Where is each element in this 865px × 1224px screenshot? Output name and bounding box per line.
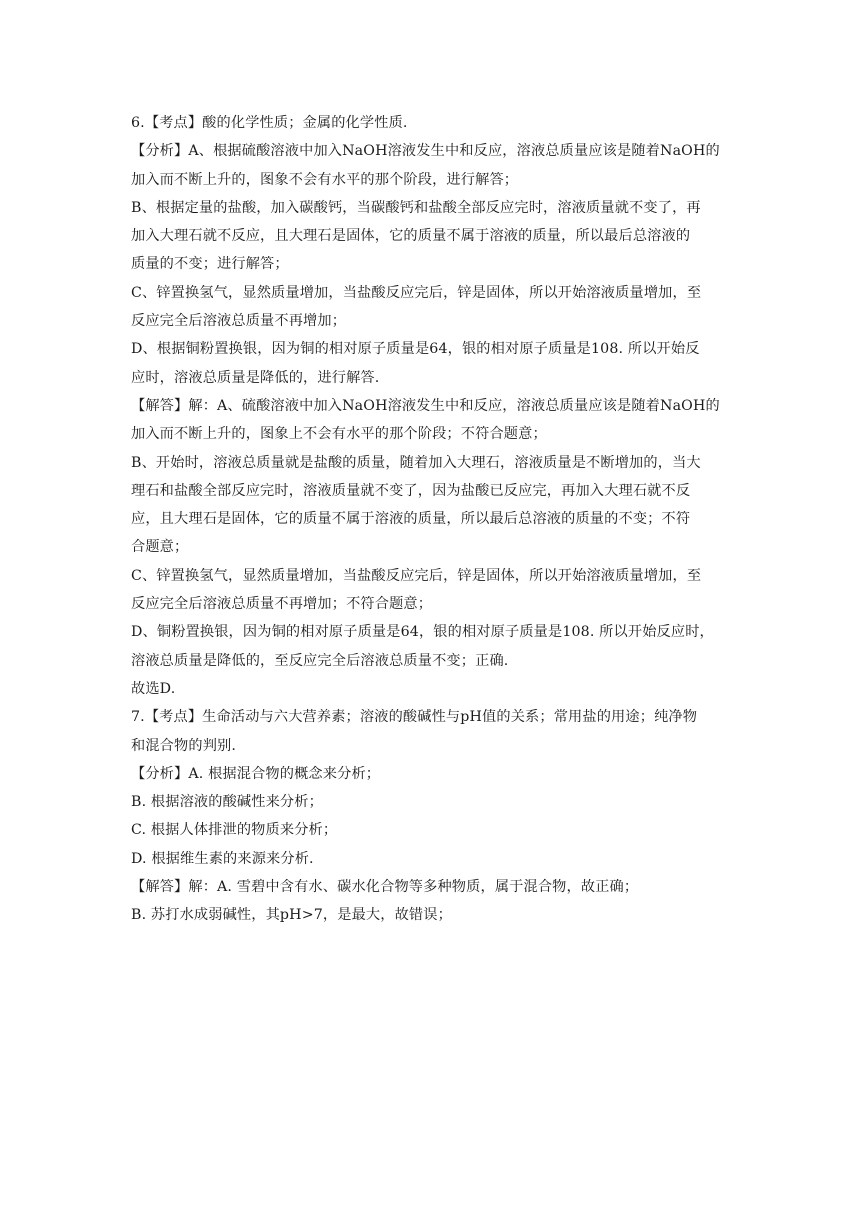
text-line: 加入而不断上升的，图象上不会有水平的那个阶段；不符合题意； xyxy=(131,426,547,443)
text-line: D、铜粉置换银，因为铜的相对原子质量是64，银的相对原子质量是108. 所以开始反应时， xyxy=(131,624,714,641)
text-line: 理石和盐酸全部反应完时，溶液质量就不变了，因为盐酸已反应完，再加入大理石就不反 xyxy=(131,482,691,499)
document-body xyxy=(131,109,736,930)
text-line: D. 根据维生素的来源来分析. xyxy=(131,850,314,867)
text-line: B. 根据溶液的酸碱性来分析； xyxy=(131,794,323,811)
text-line: 【解答】解：A、硫酸溶液中加入NaOH溶液发生中和反应，溶液总质量应该是随着NaOH的 xyxy=(131,397,720,414)
text-line: 溶液总质量是降低的，至反应完全后溶液总质量不变；正确. xyxy=(131,652,509,669)
text-line: 【分析】A. 根据混合物的概念来分析； xyxy=(131,765,381,782)
text-line: B、根据定量的盐酸，加入碳酸钙，当碳酸钙和盐酸全部反应完时，溶液质量就不变了，再 xyxy=(131,199,701,216)
text-line: 合题意； xyxy=(131,539,189,556)
text-line: 7.【考点】生命活动与六大营养素；溶液的酸碱性与pH值的关系；常用盐的用途；纯净物 xyxy=(131,709,698,726)
text-line: 故选D. xyxy=(131,680,176,697)
text-line: 加入大理石就不反应，且大理石是固体，它的质量不属于溶液的质量，所以最后总溶液的 xyxy=(131,228,691,245)
text-line: 6.【考点】酸的化学性质；金属的化学性质. xyxy=(131,115,408,131)
text-line: 【解答】解：A. 雪碧中含有水、碳水化合物等多种物质，属于混合物，故正确； xyxy=(131,879,639,896)
text-line: 应，且大理石是固体，它的质量不属于溶液的质量，所以最后总溶液的质量的不变；不符 xyxy=(131,511,691,528)
text-line: B、开始时，溶液总质量就是盐酸的质量，随着加入大理石，溶液质量是不断增加的，当大 xyxy=(131,454,701,471)
text-line: C、锌置换氢气，显然质量增加，当盐酸反应完后，锌是固体，所以开始溶液质量增加，至 xyxy=(131,284,702,301)
text-line: 和混合物的判别. xyxy=(131,737,237,754)
text-line: C、锌置换氢气，显然质量增加，当盐酸反应完后，锌是固体，所以开始溶液质量增加，至 xyxy=(131,567,702,584)
text-line: C. 根据人体排泄的物质来分析； xyxy=(131,822,338,839)
text-line: 质量的不变；进行解答； xyxy=(131,256,289,273)
text-line: 反应完全后溶液总质量不再增加；不符合题意； xyxy=(131,596,433,613)
text-line: 加入而不断上升的，图象不会有水平的那个阶段，进行解答； xyxy=(131,171,519,188)
text-line: B. 苏打水成弱碱性，其pH>7，是最大，故错误； xyxy=(131,907,452,924)
text-line: D、根据铜粉置换银，因为铜的相对原子质量是64，银的相对原子质量是108. 所以开始反 xyxy=(131,341,700,358)
text-line: 反应完全后溶液总质量不再增加； xyxy=(131,313,347,330)
text-line: 应时，溶液总质量是降低的，进行解答. xyxy=(131,369,380,386)
text-line: 【分析】A、根据硫酸溶液中加入NaOH溶液发生中和反应，溶液总质量应该是随着NaOH的 xyxy=(131,143,720,160)
